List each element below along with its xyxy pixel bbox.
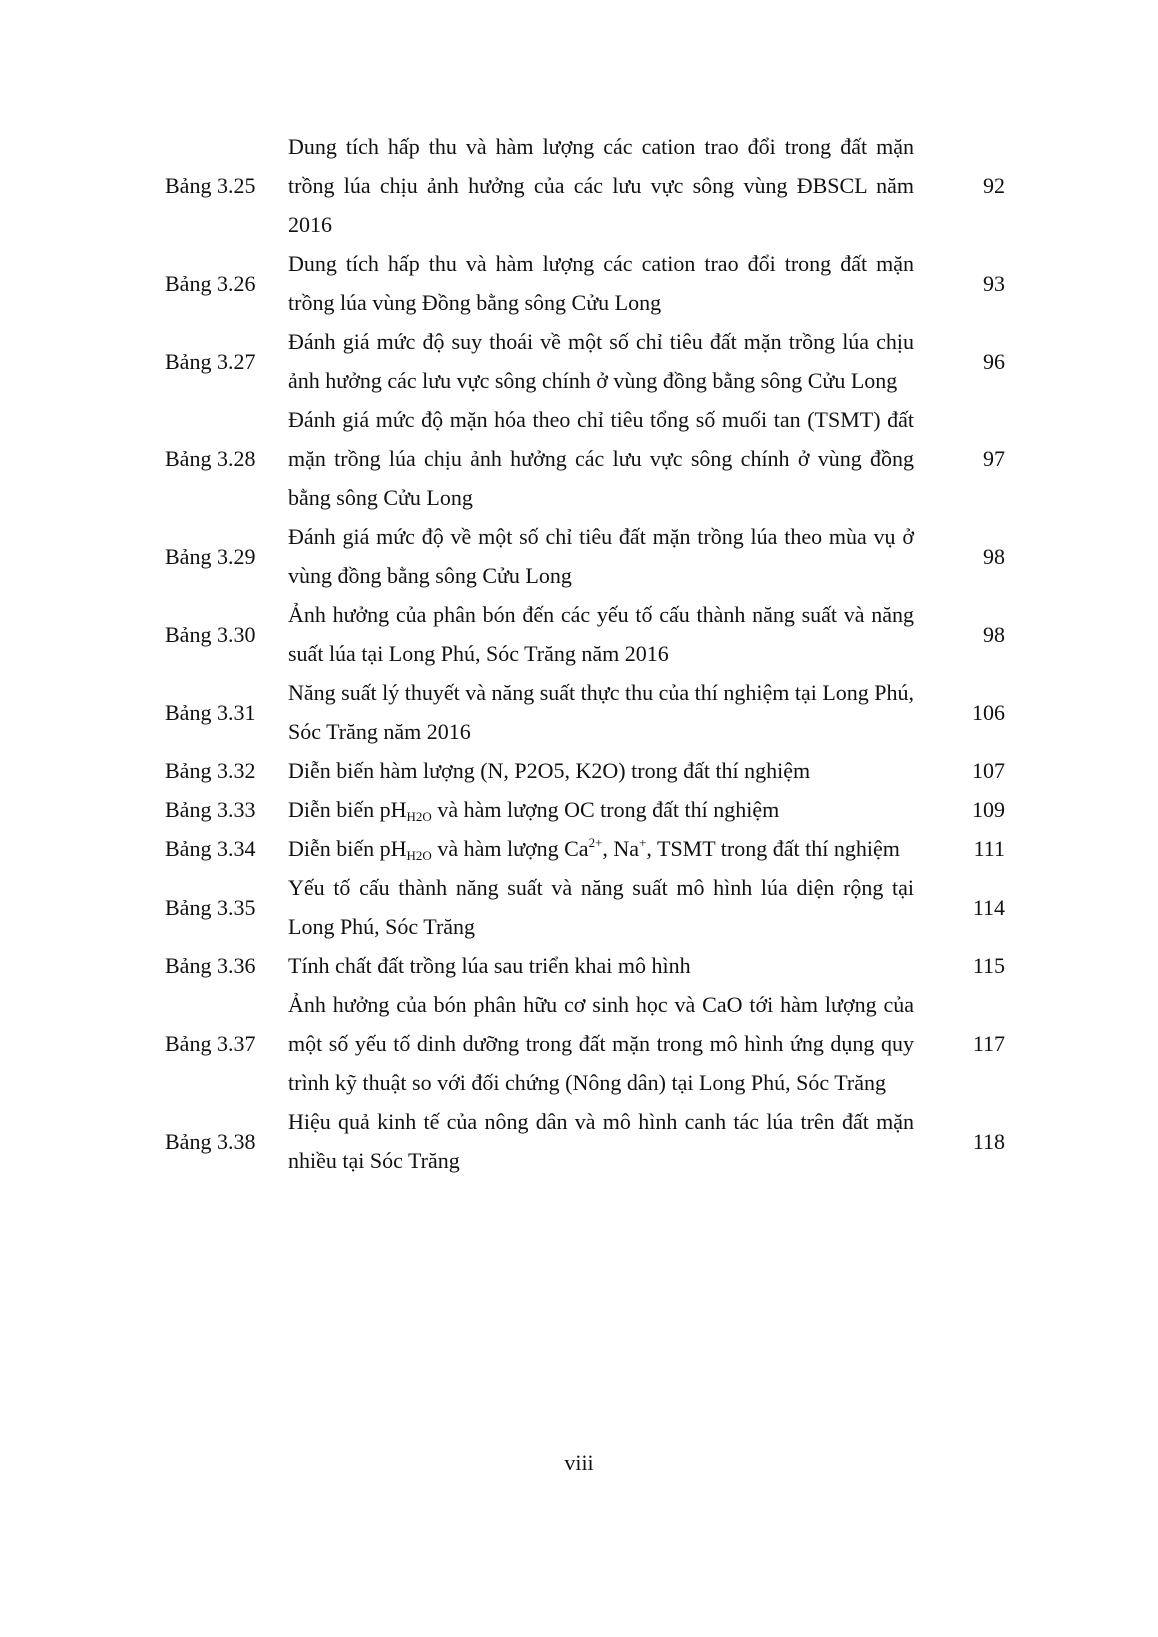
toc-row — [165, 517, 1005, 595]
table-title: Năng suất lý thuyết và năng suất thực thu của thí nghiệm tại Long Phú, Sóc Trăng năm 2016 — [288, 680, 914, 744]
toc-row — [165, 595, 1005, 673]
page-number: 117 — [972, 1031, 1005, 1056]
superscript-text: + — [639, 835, 647, 850]
table-of-tables — [165, 127, 1005, 1180]
toc-row — [165, 400, 1005, 517]
toc-row — [165, 985, 1005, 1102]
table-title: Ảnh hưởng của phân bón đến các yếu tố cấu thành năng suất và năng suất lúa tại Long Phú, Sóc Trăng năm 2016 — [288, 602, 914, 666]
title-text: Diễn biến pH — [288, 836, 407, 861]
table-title: Đánh giá mức độ suy thoái về một số chỉ tiêu đất mặn trồng lúa chịu ảnh hưởng các lưu vực sông chính ở vùng đồng bằng sông Cửu Long — [288, 329, 914, 393]
page-number: 107 — [972, 758, 1005, 783]
table-number: Bảng 3.35 — [165, 894, 256, 920]
table-number: Bảng 3.29 — [165, 543, 256, 569]
toc-row — [165, 751, 1005, 790]
toc-row — [165, 127, 1005, 244]
subscript-text: H2O — [406, 809, 432, 824]
table-title: Hiệu quả kinh tế của nông dân và mô hình canh tác lúa trên đất mặn nhiều tại Sóc Trăng — [288, 1109, 914, 1173]
table-number: Bảng 3.32 — [165, 758, 256, 783]
table-title: Đánh giá mức độ về một số chỉ tiêu đất mặn trồng lúa theo mùa vụ ở vùng đồng bằng sông Cửu Long — [288, 524, 914, 588]
table-number: Bảng 3.26 — [165, 270, 256, 296]
subscript-text: H2O — [406, 848, 432, 863]
table-number: Bảng 3.37 — [165, 1031, 256, 1056]
toc-row — [165, 829, 1005, 868]
table-title: Dung tích hấp thu và hàm lượng các cation trao đổi trong đất mặn trồng lúa vùng Đồng bằng sông Cửu Long — [288, 251, 914, 315]
page-number: 115 — [972, 953, 1005, 978]
toc-row — [165, 322, 1005, 400]
superscript-text: 2+ — [588, 835, 603, 850]
page-number: 114 — [972, 894, 1005, 920]
page-number: 98 — [983, 543, 1005, 569]
table-title — [288, 829, 914, 868]
footer-page-number: viii — [564, 1450, 594, 1475]
table-title: Diễn biến hàm lượng (N, P2O5, K2O) trong đất thí nghiệm — [288, 758, 811, 783]
table-title: Yếu tố cấu thành năng suất và năng suất mô hình lúa diện rộng tại Long Phú, Sóc Trăng — [288, 875, 914, 939]
toc-row — [165, 1102, 1005, 1180]
table-number: Bảng 3.30 — [165, 621, 256, 647]
table-number: Bảng 3.36 — [165, 953, 256, 978]
page-number: 97 — [983, 446, 1005, 471]
table-number: Bảng 3.27 — [165, 348, 256, 374]
title-text: Diễn biến pH — [288, 797, 407, 822]
table-title: Tính chất đất trồng lúa sau triển khai mô hình — [288, 953, 691, 978]
page-number: 93 — [983, 270, 1005, 296]
toc-row — [165, 244, 1005, 322]
table-number: Bảng 3.31 — [165, 699, 256, 725]
title-text: , Na — [602, 836, 640, 861]
table-title: Đánh giá mức độ mặn hóa theo chỉ tiêu tổng số muối tan (TSMT) đất mặn trồng lúa chịu ảnh hưởng các lưu vực sông chính ở vùng đồng bằng sông Cửu Long — [288, 407, 914, 510]
table-number: Bảng 3.33 — [165, 797, 256, 822]
table-number: Bảng 3.28 — [165, 446, 256, 471]
table-number: Bảng 3.34 — [165, 836, 256, 861]
page-number: 96 — [983, 348, 1005, 374]
toc-row — [165, 868, 1005, 946]
table-title — [288, 790, 914, 829]
title-text: , TSMT trong đất thí nghiệm — [646, 836, 900, 861]
page-number: 109 — [972, 797, 1005, 822]
table-number: Bảng 3.25 — [165, 173, 256, 198]
table-title: Ảnh hưởng của bón phân hữu cơ sinh học và CaO tới hàm lượng của một số yếu tố dinh dưỡng trong đất mặn trong mô hình ứng dụng quy trình kỹ thuật so với đối chứng (Nông dân) tại Long Phú, Sóc Trăng — [288, 992, 914, 1095]
page-number: 111 — [973, 836, 1005, 861]
page-number: 98 — [983, 621, 1005, 647]
toc-row — [165, 790, 1005, 829]
title-text: và hàm lượng Ca — [431, 836, 589, 861]
table-title: Dung tích hấp thu và hàm lượng các cation trao đổi trong đất mặn trồng lúa chịu ảnh hưởng của các lưu vực sông vùng ĐBSCL năm 2016 — [288, 134, 914, 237]
toc-row — [165, 673, 1005, 751]
title-text: và hàm lượng OC trong đất thí nghiệm — [431, 797, 780, 822]
table-number: Bảng 3.38 — [165, 1128, 256, 1154]
page-number: 118 — [972, 1128, 1005, 1154]
toc-row — [165, 946, 1005, 985]
page-number: 106 — [972, 699, 1005, 725]
page-number: 92 — [983, 173, 1005, 198]
